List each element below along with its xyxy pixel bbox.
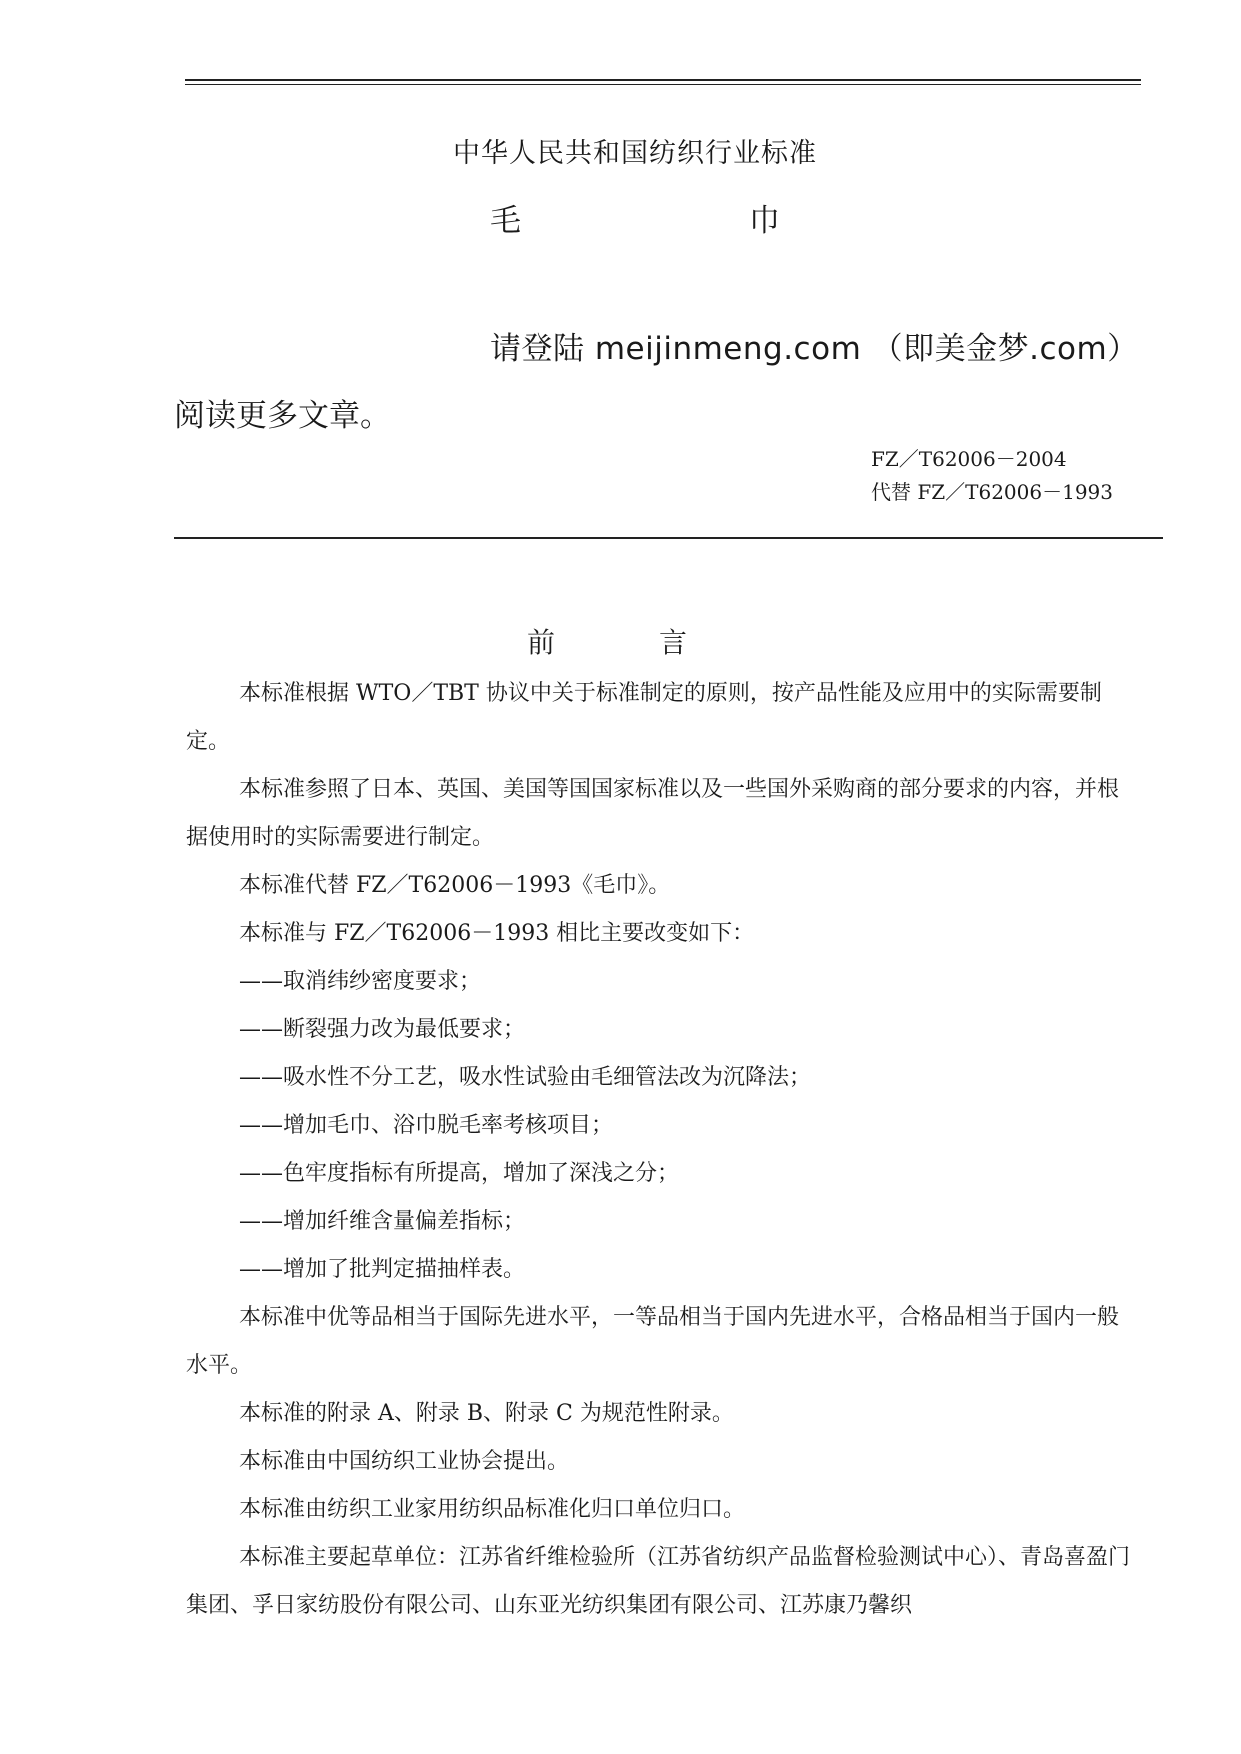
top-rule-thick	[185, 79, 1141, 81]
change-item: ——取消纬纱密度要求；	[239, 969, 482, 994]
change-item: ——增加纤维含量偏差指标；	[239, 1209, 526, 1234]
foreword-paragraph: 本标准中优等品相当于国际先进水平，一等品相当于国内先进水平，合格品相当于国内一般水平。	[186, 1305, 1120, 1378]
foreword-paragraph: 本标准代替 FZ／T62006－1993《毛巾》。	[239, 873, 671, 898]
document-title	[490, 195, 780, 240]
document-title-char-1: 毛	[490, 203, 521, 239]
change-item: ——吸水性不分工艺，吸水性试验由毛细管法改为沉降法；	[239, 1065, 812, 1090]
promo-line-1: 请登陆 meijinmeng.com （即美金梦.com）	[490, 331, 1139, 367]
promo-line-2: 阅读更多文章。	[174, 398, 391, 434]
standard-number: FZ／T62006－2004	[871, 447, 1067, 471]
top-rule-thin	[185, 84, 1141, 85]
change-item: ——增加了批判定描抽样表。	[239, 1257, 526, 1282]
foreword-body	[186, 670, 1136, 1630]
foreword-title-char-2: 言	[658, 626, 687, 659]
foreword-paragraph: 本标准参照了日本、英国、美国等国国家标准以及一些国外采购商的部分要求的内容，并根据使用时的实际需要进行制定。	[186, 777, 1120, 850]
change-item: ——断裂强力改为最低要求；	[239, 1017, 526, 1042]
foreword-paragraph: 本标准根据 WTO／TBT 协议中关于标准制定的原则，按产品性能及应用中的实际需要制定。	[186, 681, 1102, 754]
foreword-paragraph: 本标准的附录 A、附录 B、附录 C 为规范性附录。	[239, 1401, 734, 1426]
foreword-paragraph: 本标准与 FZ／T62006－1993 相比主要改变如下：	[239, 921, 755, 946]
standard-replaces: 代替 FZ／T62006－1993	[871, 480, 1113, 504]
header-divider	[174, 537, 1163, 539]
foreword-paragraph: 本标准主要起草单位：江苏省纤维检验所（江苏省纺织产品监督检验测试中心）、青岛喜盈门集团、孚日家纺股份有限公司、山东亚光纺织集团有限公司、江苏康乃馨织	[186, 1545, 1131, 1618]
foreword-title	[527, 621, 687, 661]
document-title-char-2: 巾	[749, 203, 780, 239]
change-item: ——色牢度指标有所提高，增加了深浅之分；	[239, 1161, 680, 1186]
change-item: ——增加毛巾、浴巾脱毛率考核项目；	[239, 1113, 614, 1138]
standard-category-title: 中华人民共和国纺织行业标准	[453, 138, 817, 169]
foreword-paragraph: 本标准由中国纺织工业协会提出。	[239, 1449, 570, 1474]
foreword-title-char-1: 前	[527, 626, 556, 659]
foreword-paragraph: 本标准由纺织工业家用纺织品标准化归口单位归口。	[239, 1497, 746, 1522]
